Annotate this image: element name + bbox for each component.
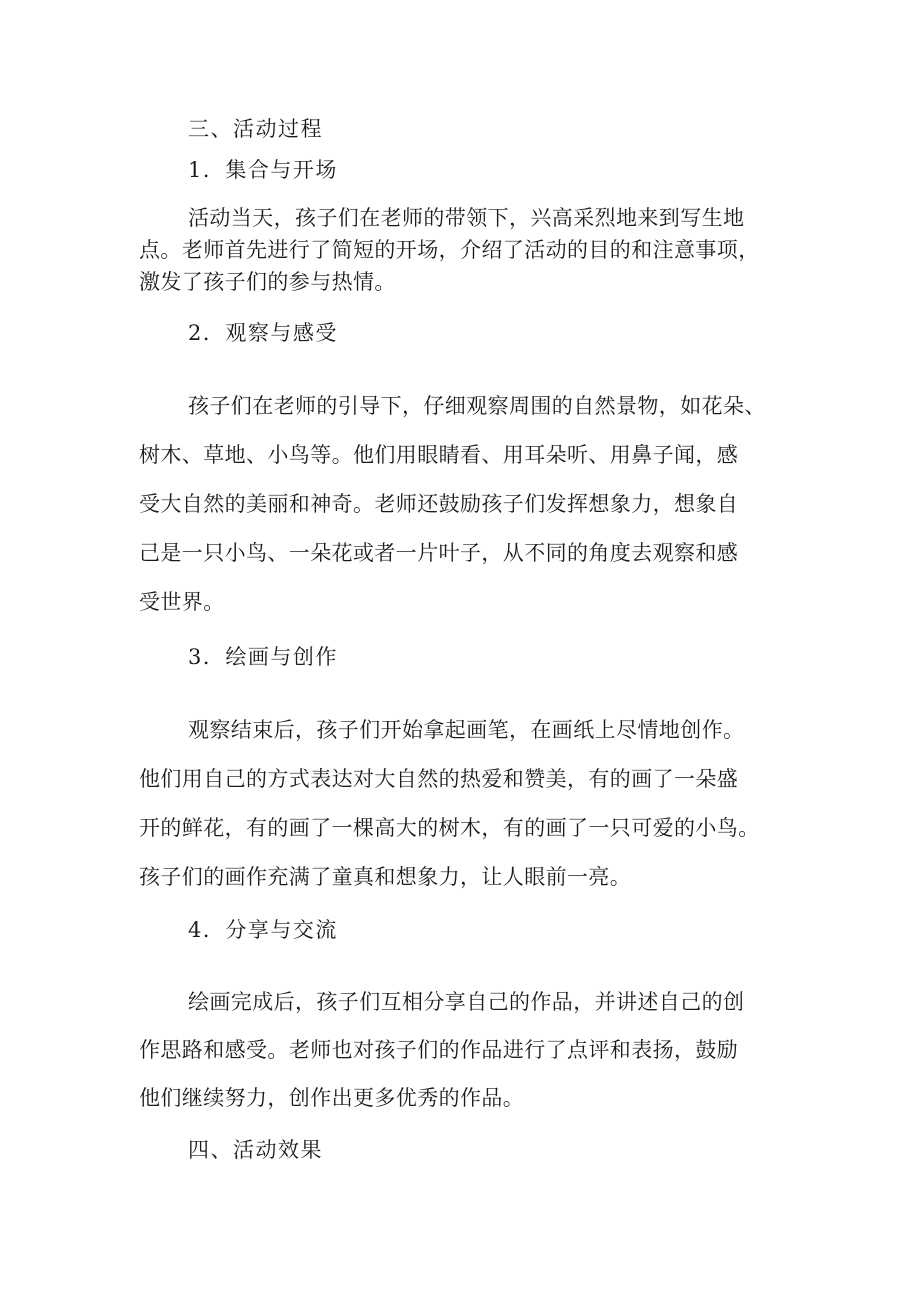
item4-line-1: 绘画完成后，孩子们互相分享自己的作品，并讲述自己的创: [188, 990, 745, 1014]
item2-line-5: 受世界。: [139, 590, 225, 614]
item3-line-2: 他们用自己的方式表达对大自然的热爱和赞美，有的画了一朵盛: [139, 767, 739, 791]
item1-title: 1．集合与开场: [188, 158, 338, 182]
item2-line-3: 受大自然的美丽和神奇。老师还鼓励孩子们发挥想象力，想象自: [139, 492, 739, 516]
item3-line-3: 开的鲜花，有的画了一棵高大的树木，有的画了一只可爱的小鸟。: [139, 816, 760, 840]
item1-line-2: 点。老师首先进行了简短的开场，介绍了活动的目的和注意事项，: [139, 238, 760, 262]
item3-line-1: 观察结束后，孩子们开始拿起画笔，在画纸上尽情地创作。: [188, 718, 745, 742]
item2-title: 2．观察与感受: [188, 321, 338, 345]
item3-line-4: 孩子们的画作充满了童真和想象力，让人眼前一亮。: [139, 865, 632, 889]
item1-line-1: 活动当天，孩子们在老师的带领下，兴高采烈地来到写生地: [188, 206, 745, 230]
item2-line-4: 己是一只小鸟、一朵花或者一片叶子，从不同的角度去观察和感: [139, 541, 739, 565]
item1-line-3: 激发了孩子们的参与热情。: [139, 270, 396, 294]
item4-line-3: 他们继续努力，创作出更多优秀的作品。: [139, 1086, 525, 1110]
section-heading-process: 三、活动过程: [188, 117, 323, 141]
item3-title: 3．绘画与创作: [188, 645, 338, 669]
item4-title: 4．分享与交流: [188, 918, 338, 942]
item4-line-2: 作思路和感受。老师也对孩子们的作品进行了点评和表扬，鼓励: [139, 1038, 739, 1062]
item2-line-2: 树木、草地、小鸟等。他们用眼睛看、用耳朵听、用鼻子闻，感: [139, 443, 739, 467]
section-heading-effect: 四、活动效果: [188, 1138, 323, 1162]
item2-line-1: 孩子们在老师的引导下，仔细观察周围的自然景物，如花朵、: [188, 394, 766, 418]
